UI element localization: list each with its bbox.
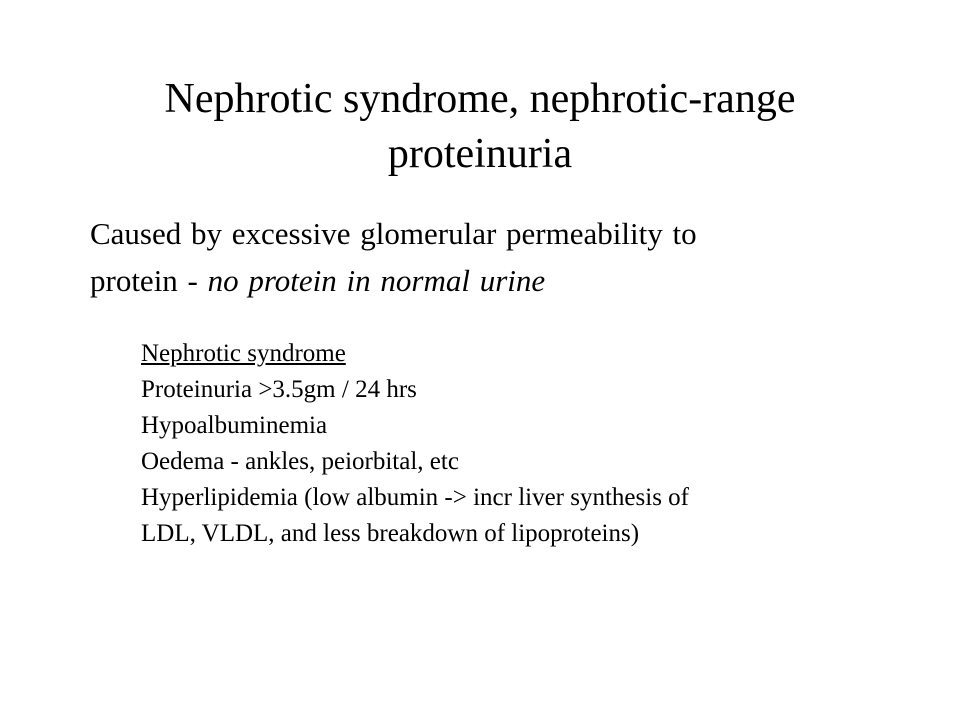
intro-paragraph [90, 210, 890, 304]
criteria-item: Oedema - ankles, peiorbital, etc [141, 448, 459, 475]
criteria-item: Hypoalbuminemia [141, 412, 328, 439]
slide-title [80, 72, 880, 182]
intro-line-2-plain: protein - [90, 263, 208, 298]
criteria-item: Proteinuria >3.5gm / 24 hrs [141, 376, 417, 403]
slide-title-line-1: Nephrotic syndrome, nephrotic-range [164, 76, 796, 122]
criteria-item: Hyperlipidemia (low albumin -> incr liver synthesis of [141, 484, 690, 511]
slide-title-line-2: proteinuria [387, 131, 573, 177]
criteria-heading: Nephrotic syndrome [141, 340, 346, 367]
criteria-item: LDL, VLDL, and less breakdown of lipoproteins) [141, 520, 640, 547]
intro-line-2 [90, 257, 890, 304]
intro-line-2-italic: no protein in normal urine [207, 263, 546, 298]
criteria-list [141, 336, 901, 552]
intro-line-1: Caused by excessive glomerular permeability to [90, 216, 697, 251]
